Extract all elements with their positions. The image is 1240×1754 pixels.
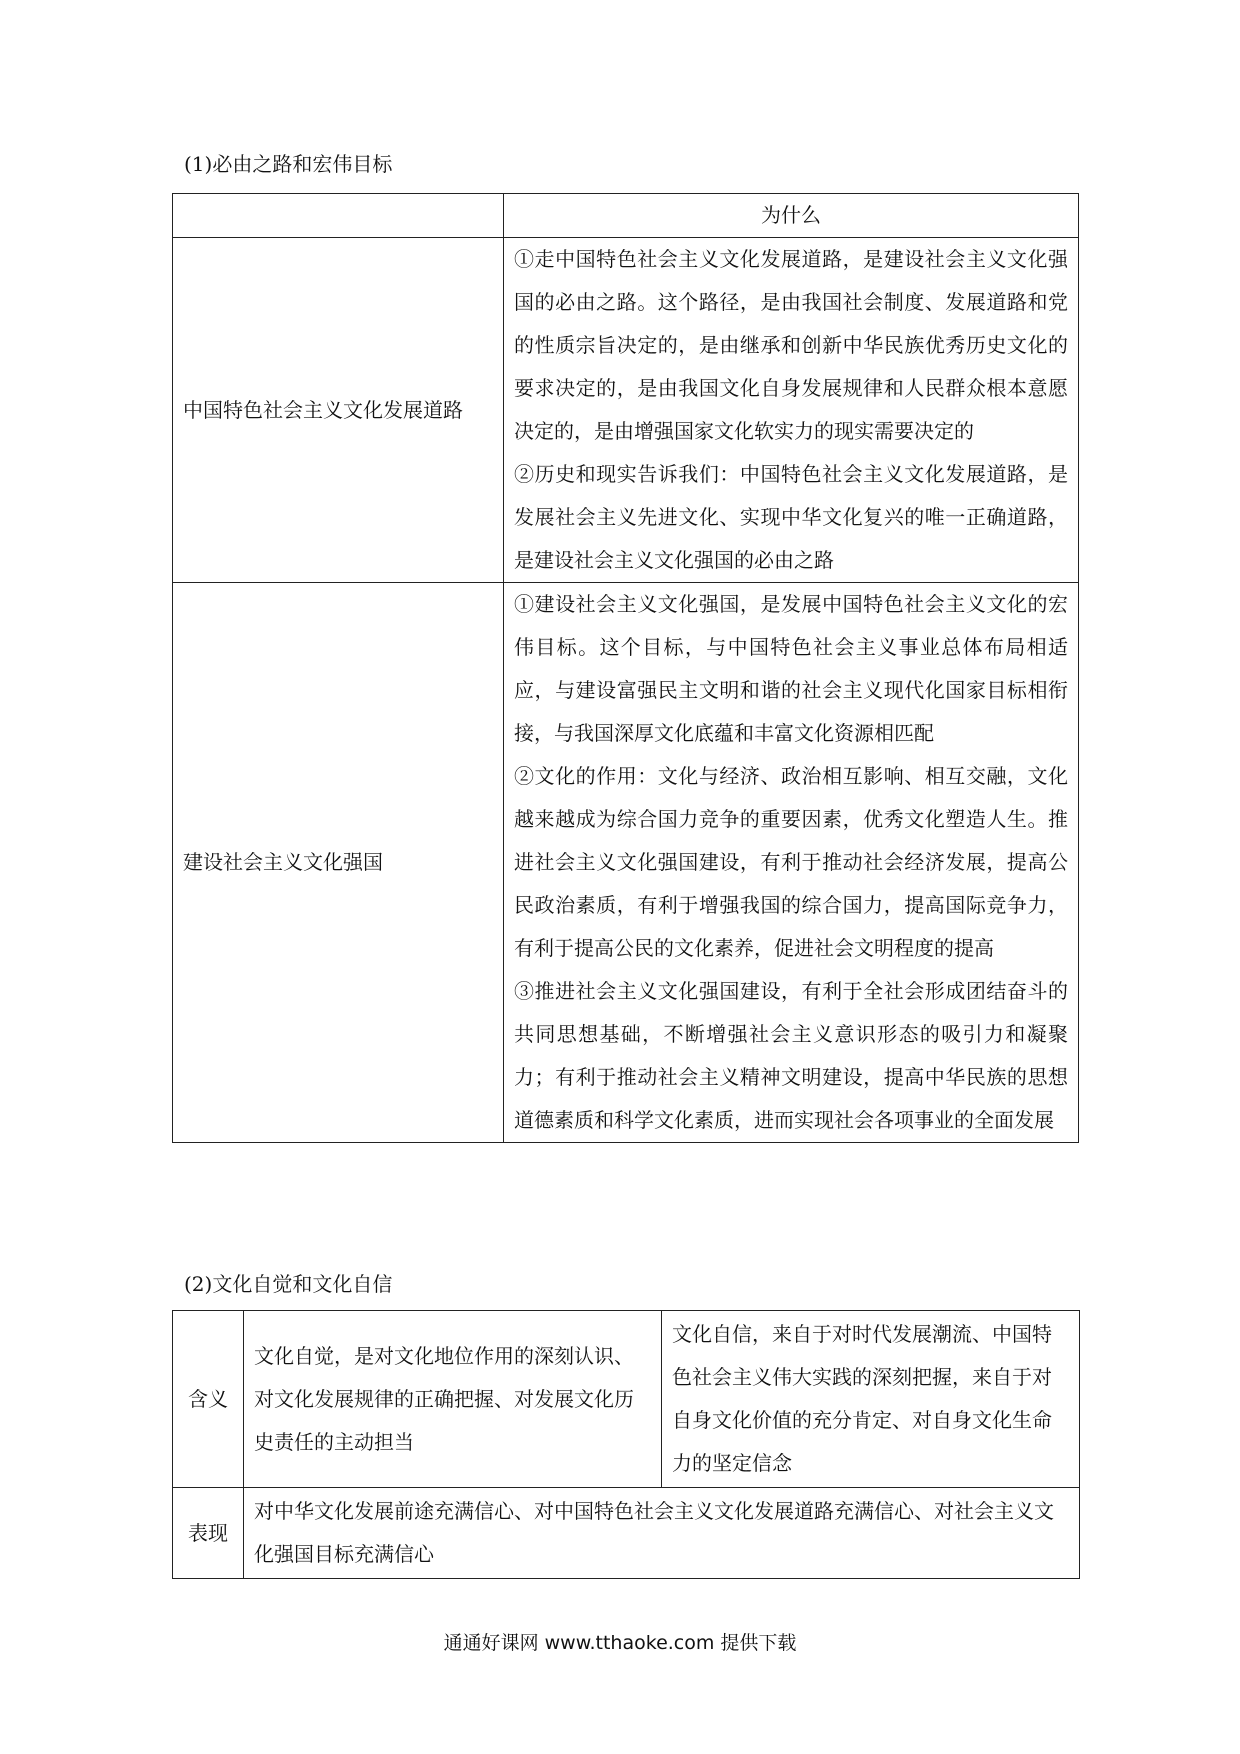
road-and-goal-table <box>172 193 1079 1143</box>
self-awareness-cell: 文化自觉，是对文化地位作用的深刻认识、对文化发展规律的正确把握、对发展文化历史责任的主动担当 <box>244 1311 662 1488</box>
road-point-2: ②历史和现实告诉我们：中国特色社会主义文化发展道路，是发展社会主义先进文化、实现中华文化复兴的唯一正确道路，是建设社会主义文化强国的必由之路 <box>514 462 1068 572</box>
row-label-road: 中国特色社会主义文化发展道路 <box>173 238 504 583</box>
row-label-goal: 建设社会主义文化强国 <box>173 583 504 1143</box>
road-point-1: ①走中国特色社会主义文化发展道路，是建设社会主义文化强国的必由之路。这个路径，是由我国社会制度、发展道路和党的性质宗旨决定的，是由继承和创新中华民族优秀历史文化的要求决定的，是由我国文化自身发展规律和人民群众根本意愿决定的，是由增强国家文化软实力的现实需要决定的 <box>514 247 1068 443</box>
table-row <box>173 583 1079 1143</box>
table-row <box>173 1488 1080 1579</box>
goal-point-2: ②文化的作用：文化与经济、政治相互影响、相互交融，文化越来越成为综合国力竞争的重要因素，优秀文化塑造人生。推进社会主义文化强国建设，有利于推动社会经济发展，提高公民政治素质，有利于增强我国的综合国力，提高国际竞争力，有利于提高公民的文化素养，促进社会文明程度的提高 <box>514 764 1068 960</box>
manifestation-cell: 对中华文化发展前途充满信心、对中国特色社会主义文化发展道路充满信心、对社会主义文化强国目标充满信心 <box>244 1488 1080 1579</box>
self-confidence-cell: 文化自信，来自于对时代发展潮流、中国特色社会主义伟大实践的深刻把握，来自于对自身文化价值的充分肯定、对自身文化生命力的坚定信念 <box>662 1311 1080 1488</box>
table-row <box>173 1311 1080 1488</box>
row-content-road <box>504 238 1079 583</box>
row-content-goal <box>504 583 1079 1143</box>
table-header-row <box>173 194 1079 238</box>
footer-source: 通通好课网 www.tthaoke.com 提供下载 <box>443 1632 797 1654</box>
table-row <box>173 238 1079 583</box>
meaning-label: 含义 <box>173 1311 244 1488</box>
goal-point-3: ③推进社会主义文化强国建设，有利于全社会形成团结奋斗的共同思想基础，不断增强社会主义意识形态的吸引力和凝聚力；有利于推动社会主义精神文明建设，提高中华民族的思想道德素质和科学文化素质，进而实现社会各项事业的全面发展 <box>514 979 1068 1132</box>
awareness-confidence-table <box>172 1310 1080 1579</box>
section2-heading: (2)文化自觉和文化自信 <box>184 1272 393 1296</box>
header-empty-cell <box>173 194 504 238</box>
manifestation-label: 表现 <box>173 1488 244 1579</box>
goal-point-1: ①建设社会主义文化强国，是发展中国特色社会主义文化的宏伟目标。这个目标，与中国特色社会主义事业总体布局相适应，与建设富强民主文明和谐的社会主义现代化国家目标相衔接，与我国深厚文化底蕴和丰富文化资源相匹配 <box>514 592 1068 745</box>
header-why-cell: 为什么 <box>504 194 1079 238</box>
section1-heading: (1)必由之路和宏伟目标 <box>184 152 393 176</box>
